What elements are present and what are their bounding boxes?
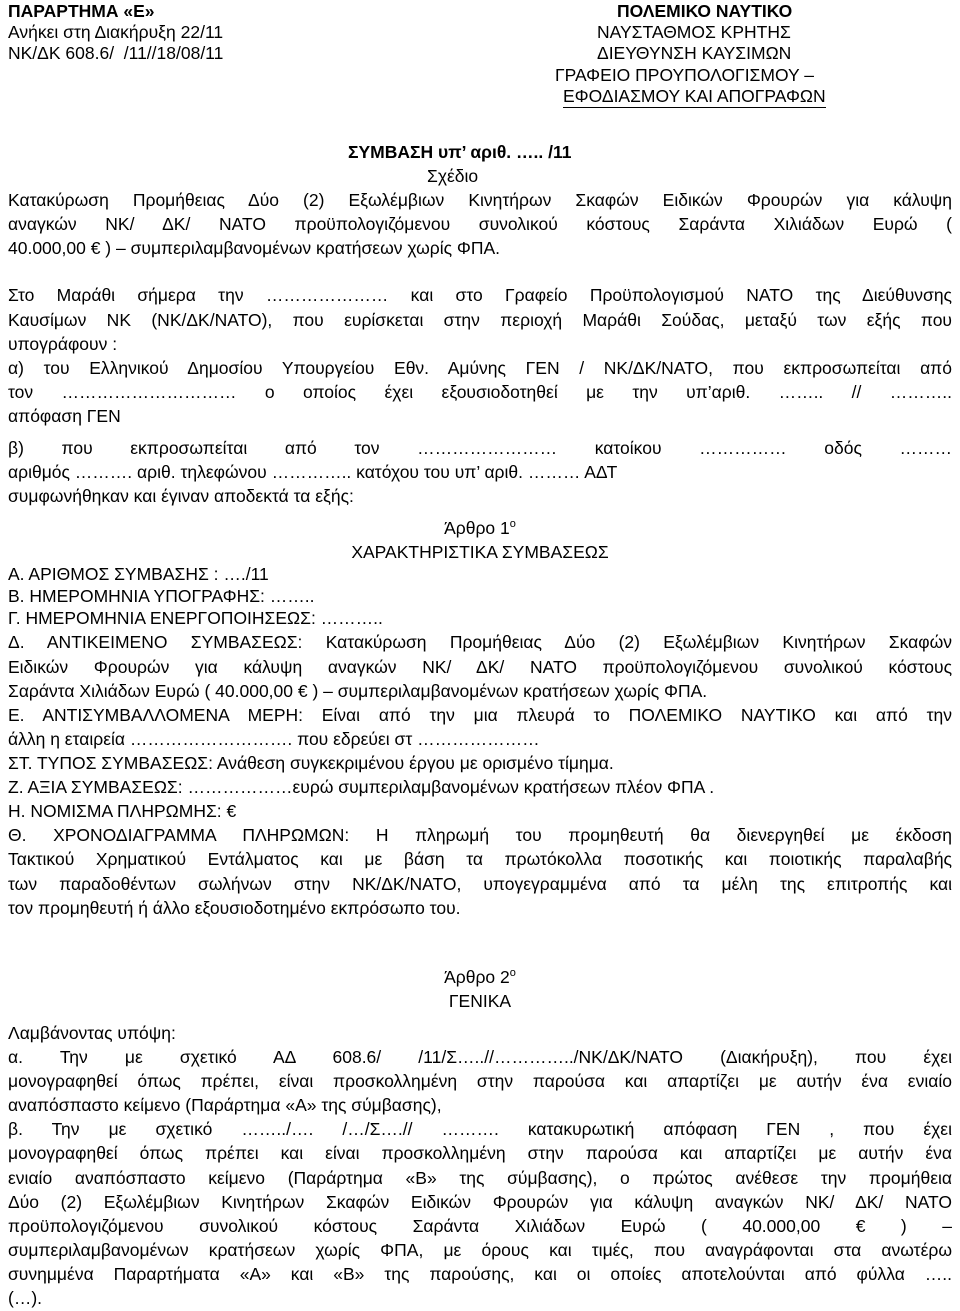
subject-line-1: Κατακύρωση Προμήθειας Δύο (2) Εξωλέμβιων Κινητήρων Σκαφών Ειδικών Φρουρών για κάλυψη bbox=[8, 190, 952, 210]
article-2-item-b-1: β. Την με σχετικό ……../…. /…/Σ….// ………. κατακυρωτική απόφαση ΓΕΝ , που έχει bbox=[8, 1119, 952, 1140]
article-1-item-e-2: άλλη η εταιρεία ………………………. που εδρεύει στ ………………… bbox=[8, 728, 540, 749]
article-1-item-d-3: Σαράντα Χιλιάδων Ευρώ ( 40.000,00 € ) – συμπεριλαμβανομένων κρατήσεων χωρίς ΦΠΑ. bbox=[8, 680, 708, 701]
article-1-item-st: ΣΤ. ΤΥΠΟΣ ΣΥΜΒΑΣΕΩΣ: Ανάθεση συγκεκριμένου έργου με ορισμένο τίμημα. bbox=[8, 753, 614, 773]
intro-line-7: β) που εκπροσωπείται από τον …………………… κατοίκου …………… οδός ……… bbox=[8, 437, 952, 458]
article-1-item-d-2: Ειδικών Φρουρών για κάλυψη αναγκών ΝΚ/ ΔΚ/ ΝΑΤΟ προϋπολογιζόμενου συνολικού κόστους bbox=[8, 656, 952, 677]
article-2-title: ΓΕΝΙΚΑ bbox=[448, 991, 512, 1012]
intro-line-1: Στο Μαράθι σήμερα την ………………… και στο Γραφείο Προϋπολογισμού ΝΑΤΟ της Διεύθυνσης bbox=[8, 285, 952, 306]
intro-line-2: Καυσίμων ΝΚ (ΝΚ/ΔΚ/ΝΑΤΟ), που ευρίσκεται στην περιοχή Μαράθι Σούδας, μεταξύ των εξής που bbox=[8, 309, 952, 330]
org-line-office-2: ΕΦΟΔΙΑΣΜΟΥ ΚΑΙ ΑΠΟΓΡΑΦΩΝ bbox=[563, 85, 826, 106]
article-2-heading: Άρθρο $2^o$ bbox=[444, 967, 516, 987]
article-2-item-b-2: μονογραφηθεί όπως πρέπει και είναι προσκολλημένη στην παρούσα και απαρτίζει με αυτήν ένα bbox=[8, 1143, 952, 1164]
article-2-item-a-2: μονογραφηθεί όπως πρέπει, είναι προσκολλημένη στην παρούσα και απαρτίζει με αυτήν ένα ενιαίο bbox=[8, 1071, 952, 1092]
intro-line-8: αριθμός ………. αριθ. τηλεφώνου ………….. κατόχου του υπ’ αριθ. ……… ΑΔΤ bbox=[8, 461, 618, 482]
intro-line-3: υπογράφουν : bbox=[8, 333, 118, 354]
intro-line-6: απόφαση ΓΕΝ bbox=[8, 405, 121, 426]
article-2-intro: Λαμβάνοντας υπόψη: bbox=[8, 1022, 176, 1043]
subject-line-3: 40.000,00 € ) – συμπεριλαμβανομένων κρατήσεων χωρίς ΦΠΑ. bbox=[8, 238, 501, 259]
article-1-item-b: Β. ΗΜΕΡΟΜΗΝΙΑ ΥΠΟΓΡΑΦΗΣ: …….. bbox=[8, 586, 315, 607]
subject-line-2: αναγκών ΝΚ/ ΔΚ/ ΝΑΤΟ προϋπολογιζόμενου συνολικού κόστους Σαράντα Χιλιάδων Ευρώ ( bbox=[8, 214, 952, 235]
article-1-item-th-1: Θ. ΧΡΟΝΟΔΙΑΓΡΑΜΜΑ ΠΛΗΡΩΜΩΝ: Η πληρωμή του προμηθευτή θα διενεργηθεί με έκδοση bbox=[8, 825, 952, 846]
article-2-item-b-4: Δύο (2) Εξωλέμβιων Κινητήρων Σκαφών Ειδικών Φρουρών για κάλυψη αναγκών ΝΚ/ ΔΚ/ ΝΑΤΟ bbox=[8, 1191, 952, 1212]
document-reference: ΝΚ/ΔΚ 608.6/ /11//18/08/11 bbox=[8, 43, 224, 64]
org-line-naval-base: ΝΑΥΣΤΑΘΜΟΣ ΚΡΗΤΗΣ bbox=[597, 22, 791, 43]
article-2-item-b-6: συμπεριλαμβανομένων κρατήσεων χωρίς ΦΠΑ, με όρους και τιμές, που αναγράφονται στα ανωτέρω bbox=[8, 1239, 952, 1260]
article-2-item-b-3: ενιαίο αναπόσπαστο κείμενο (Παράρτημα «Β» της σύμβασης), ο πρώτος ανέθεσε την προμήθεια bbox=[8, 1167, 952, 1188]
annex-label: ΠΑΡΑΡΤΗΜΑ «Ε» bbox=[8, 1, 155, 21]
article-1-heading: Άρθρο $1^o$ bbox=[444, 517, 516, 538]
article-1-item-d-1: Δ. ΑΝΤΙΚΕΙΜΕΝΟ ΣΥΜΒΑΣΕΩΣ: Κατακύρωση Προμήθειας Δύο (2) Εξωλέμβιων Κινητήρων Σκαφών bbox=[8, 632, 952, 653]
article-2-item-b-8: (…). bbox=[8, 1288, 43, 1308]
tender-reference: Ανήκει στη Διακήρυξη 22/11 bbox=[8, 22, 224, 43]
article-1-item-th-4: τον προμηθευτή ή άλλο εξουσιοδοτημένο εκπρόσωπο του. bbox=[8, 897, 461, 918]
draft-label: Σχέδιο bbox=[427, 165, 479, 186]
intro-line-4: α) του Ελληνικού Δημοσίου Υπουργείου Εθν. Αμύνης ΓΕΝ / ΝΚ/ΔΚ/ΝΑΤΟ, που εκπροσωπείται από bbox=[8, 357, 952, 378]
article-1-item-e-1: Ε. ΑΝΤΙΣΥΜΒΑΛΛΟΜΕΝΑ ΜΕΡΗ: Είναι από την μια πλευρά το ΠΟΛΕΜΙΚΟ ΝΑΥΤΙΚΟ και από την bbox=[8, 704, 952, 725]
article-2-item-b-5: προϋπολογιζόμενου συνολικού κόστους Σαράντα Χιλιάδων Ευρώ ( 40.000,00 € ) – bbox=[8, 1215, 952, 1236]
org-line-directorate: ΔΙΕΥΘΥΝΣΗ ΚΑΥΣΙΜΩΝ bbox=[597, 43, 792, 64]
article-2-item-a-3: αναπόσπαστο κείμενο (Παράρτημα «Α» της σύμβασης), bbox=[8, 1095, 442, 1116]
article-1-title: ΧΑΡΑΚΤΗΡΙΣΤΙΚΑ ΣΥΜΒΑΣΕΩΣ bbox=[351, 541, 609, 562]
org-line-navy: ΠΟΛΕΜΙΚΟ ΝΑΥΤΙΚΟ bbox=[617, 1, 793, 21]
intro-line-9: συμφωνήθηκαν και έγιναν αποδεκτά τα εξής: bbox=[8, 485, 354, 506]
org-line-office: ΓΡΑΦΕΙΟ ΠΡΟΥΠΟΛΟΓΙΣΜΟΥ – bbox=[555, 64, 814, 85]
article-1-item-a: Α. ΑΡΙΘΜΟΣ ΣΥΜΒΑΣΗΣ : …./11 bbox=[8, 564, 269, 584]
article-1-item-z: Ζ. ΑΞΙΑ ΣΥΜΒΑΣΕΩΣ: ………………ευρώ συμπεριλαμβανομένων κρατήσεων πλέον ΦΠΑ . bbox=[8, 777, 715, 798]
article-1-item-th-3: των παραδοθέντων σωλήνων στην ΝΚ/ΔΚ/ΝΑΤΟ, υπογεγραμμένα από τα μέλη της επιτροπής και bbox=[8, 873, 952, 894]
article-1-item-c: Γ. ΗΜΕΡΟΜΗΝΙΑ ΕΝΕΡΓΟΠΟΙΗΣΕΩΣ: ……….. bbox=[8, 608, 383, 629]
contract-number-title: ΣΥΜΒΑΣΗ υπ’ αριθ. ….. /11 bbox=[348, 141, 572, 162]
article-2-item-a-1: α. Την με σχετικό ΑΔ 608.6/ /11/Σ…..//…………../ΝΚ/ΔΚ/ΝΑΤΟ (Διακήρυξη), που έχει bbox=[8, 1047, 952, 1067]
intro-line-5: τον ………………………… ο οποίος έχει εξουσιοδοτηθεί με την υπ’αριθ. …….. // ……….. bbox=[8, 381, 952, 402]
article-2-item-b-7: συνημμένα Παραρτήματα «Α» και «Β» της παρούσης, και οι οποίες αποτελούνται από φύλλα ….. bbox=[8, 1263, 952, 1284]
article-1-item-h: Η. ΝΟΜΙΣΜΑ ΠΛΗΡΩΜΗΣ: € bbox=[8, 801, 237, 822]
article-1-item-th-2: Τακτικού Χρηματικού Εντάλματος και με βάση τα πρωτόκολλα ποσοτικής και ποιοτικής παραλαβής bbox=[8, 849, 952, 870]
